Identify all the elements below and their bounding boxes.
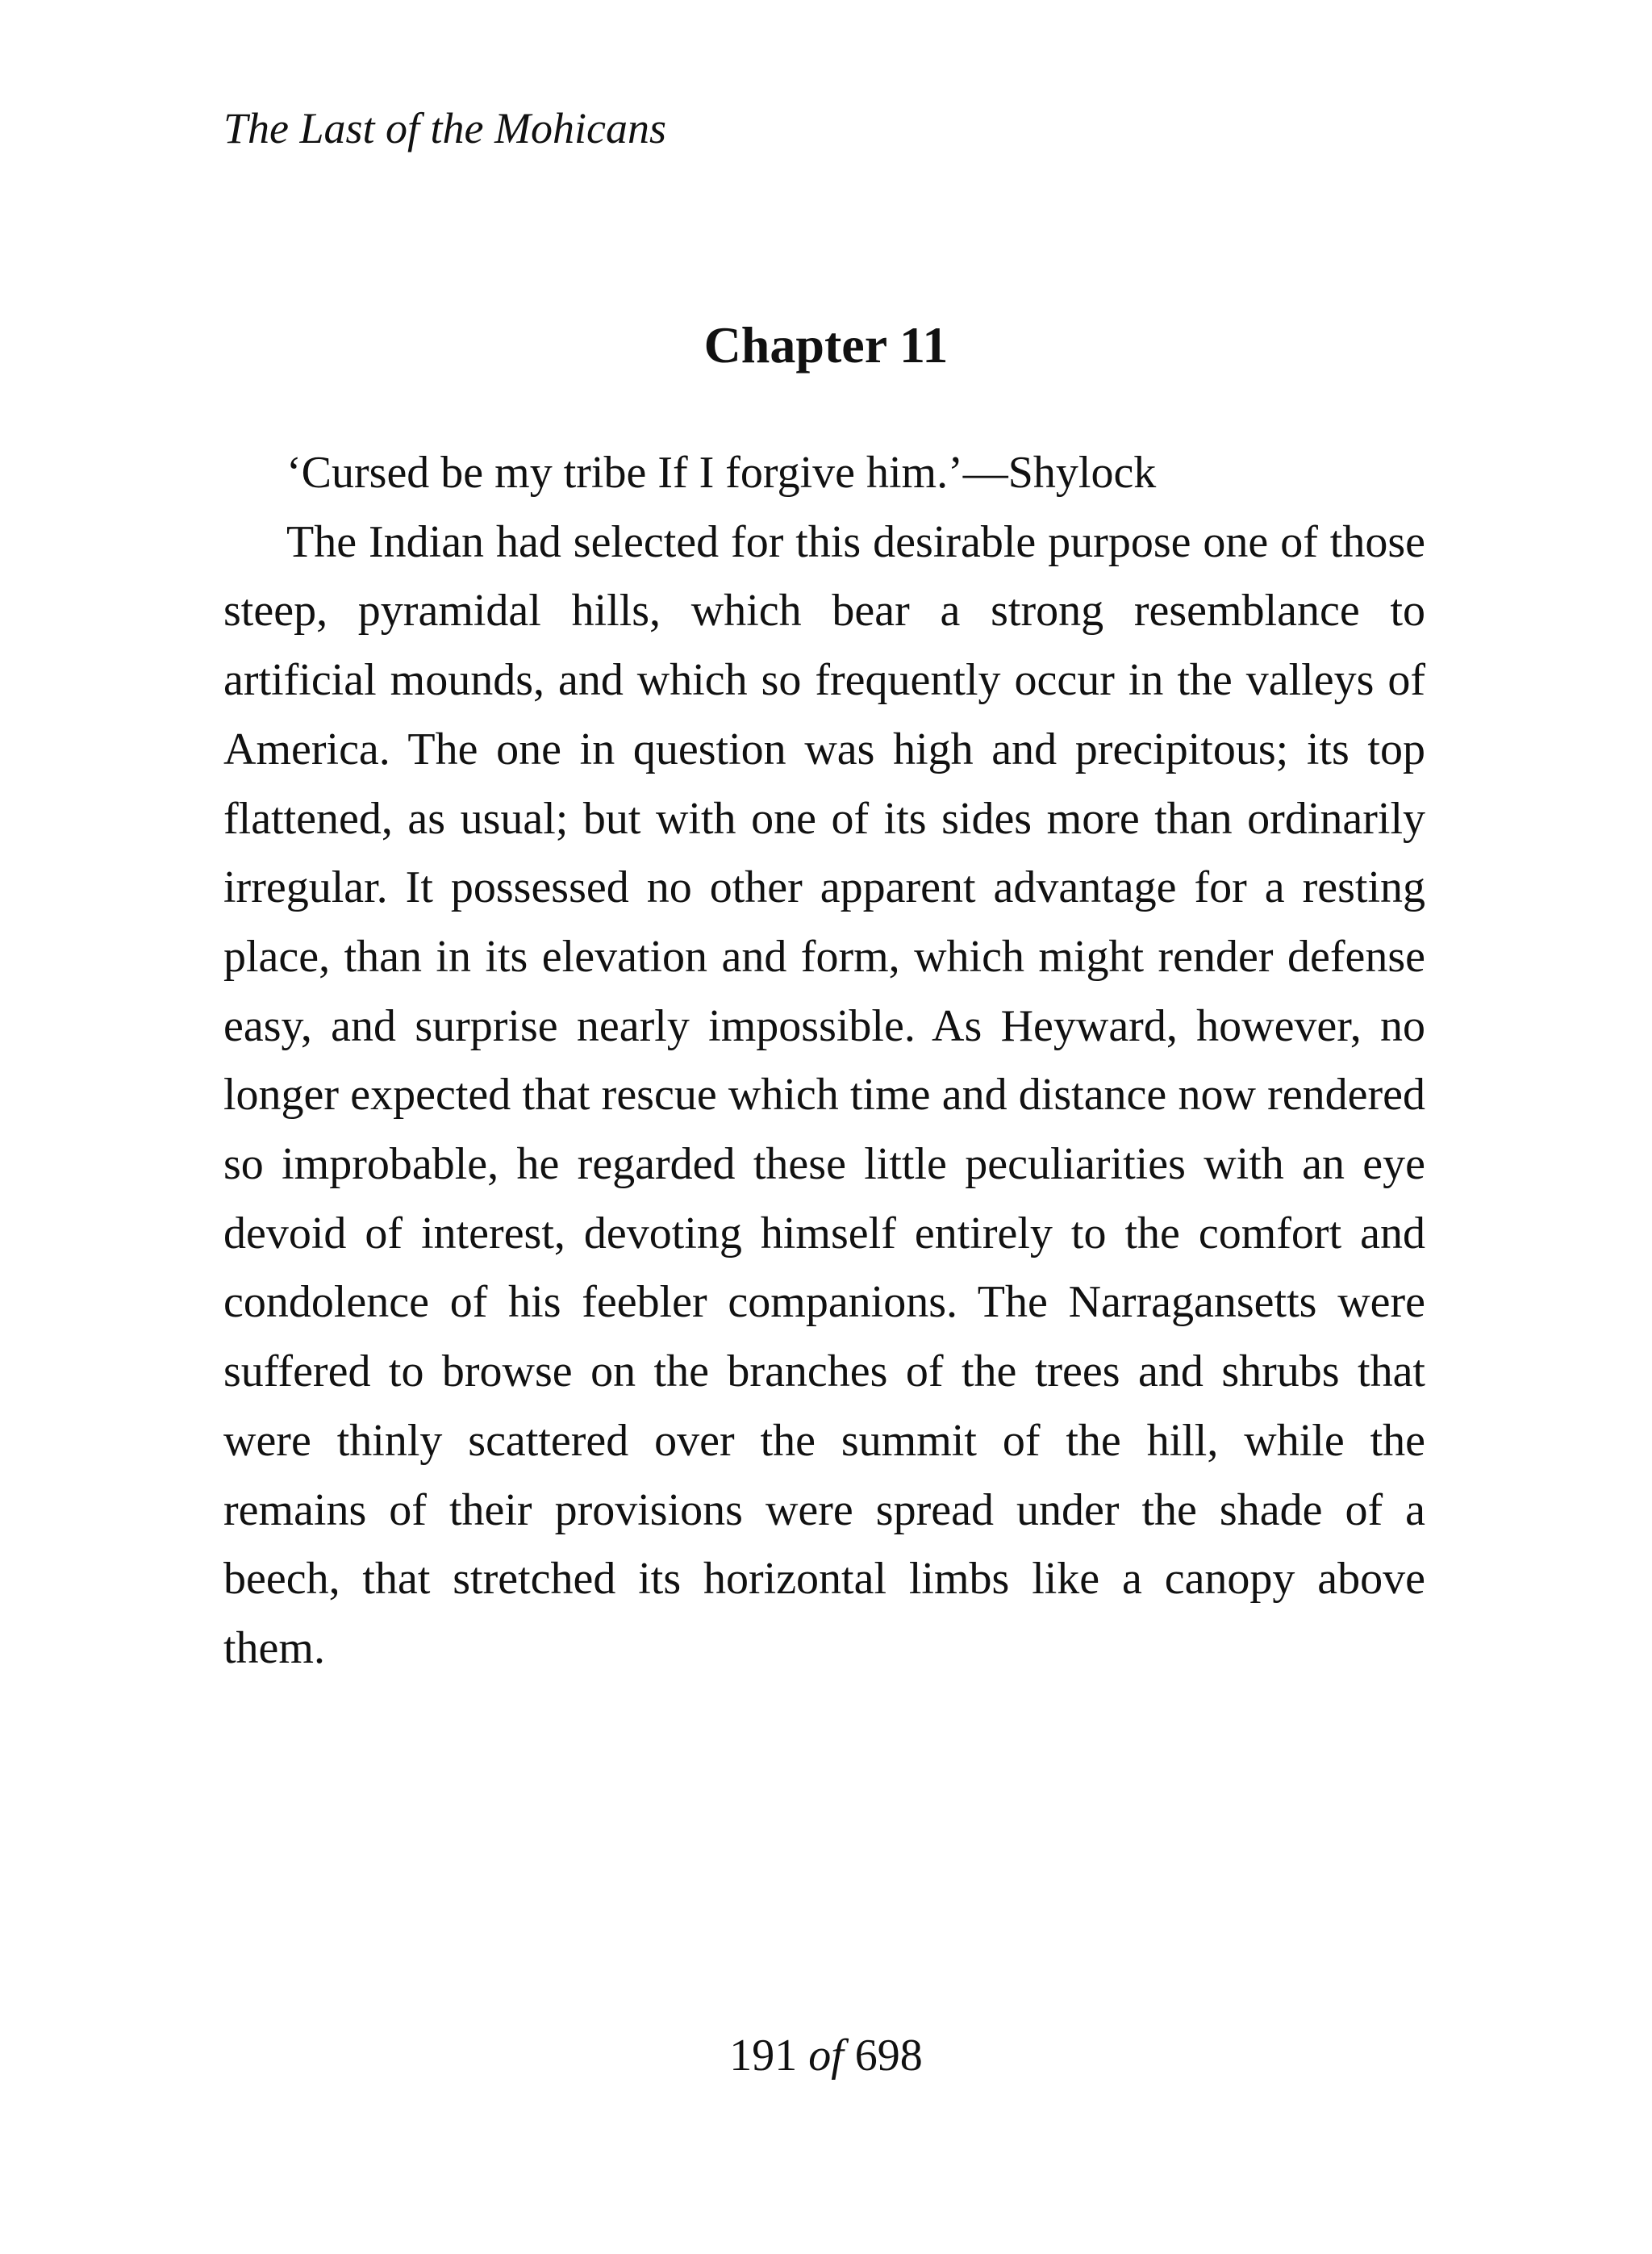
current-page-number: 191: [729, 2031, 798, 2081]
total-pages-number: 698: [854, 2031, 923, 2081]
chapter-body: [223, 439, 1425, 1684]
body-paragraph: The Indian had selected for this desirable purpose one of those steep, pyramidal hills, which bear a strong resemblance to artificial mounds, and which so frequently occur in the valleys of America. The one in question was high and precipitous; its top flattened, as usual; but with one of its sides more than ordinarily irregular. It possessed no other apparent advantage for a resting place, than in its elevation and form, which might render defense easy, and surprise nearly impossible. As Heyward, however, no longer expected that rescue which time and distance now rendered so improbable, he regarded these little peculiarities with an eye devoid of interest, devoting himself entirely to the comfort and condolence of his feebler companions. The Narragansetts were suffered to browse on the branches of the trees and shrubs that were thinly scattered over the summit of the hill, while the remains of their provisions were spread under the shade of a beech, that stretched its horizontal limbs like a canopy above them.: [223, 516, 1425, 1673]
epigraph: ‘Cursed be my tribe If I forgive him.’—Shylock: [286, 448, 1157, 498]
chapter-title: Chapter 11: [703, 316, 949, 374]
page-number: [0, 2031, 1652, 2081]
page-of-label: of: [808, 2031, 844, 2081]
running-head-book-title: The Last of the Mohicans: [223, 104, 666, 152]
